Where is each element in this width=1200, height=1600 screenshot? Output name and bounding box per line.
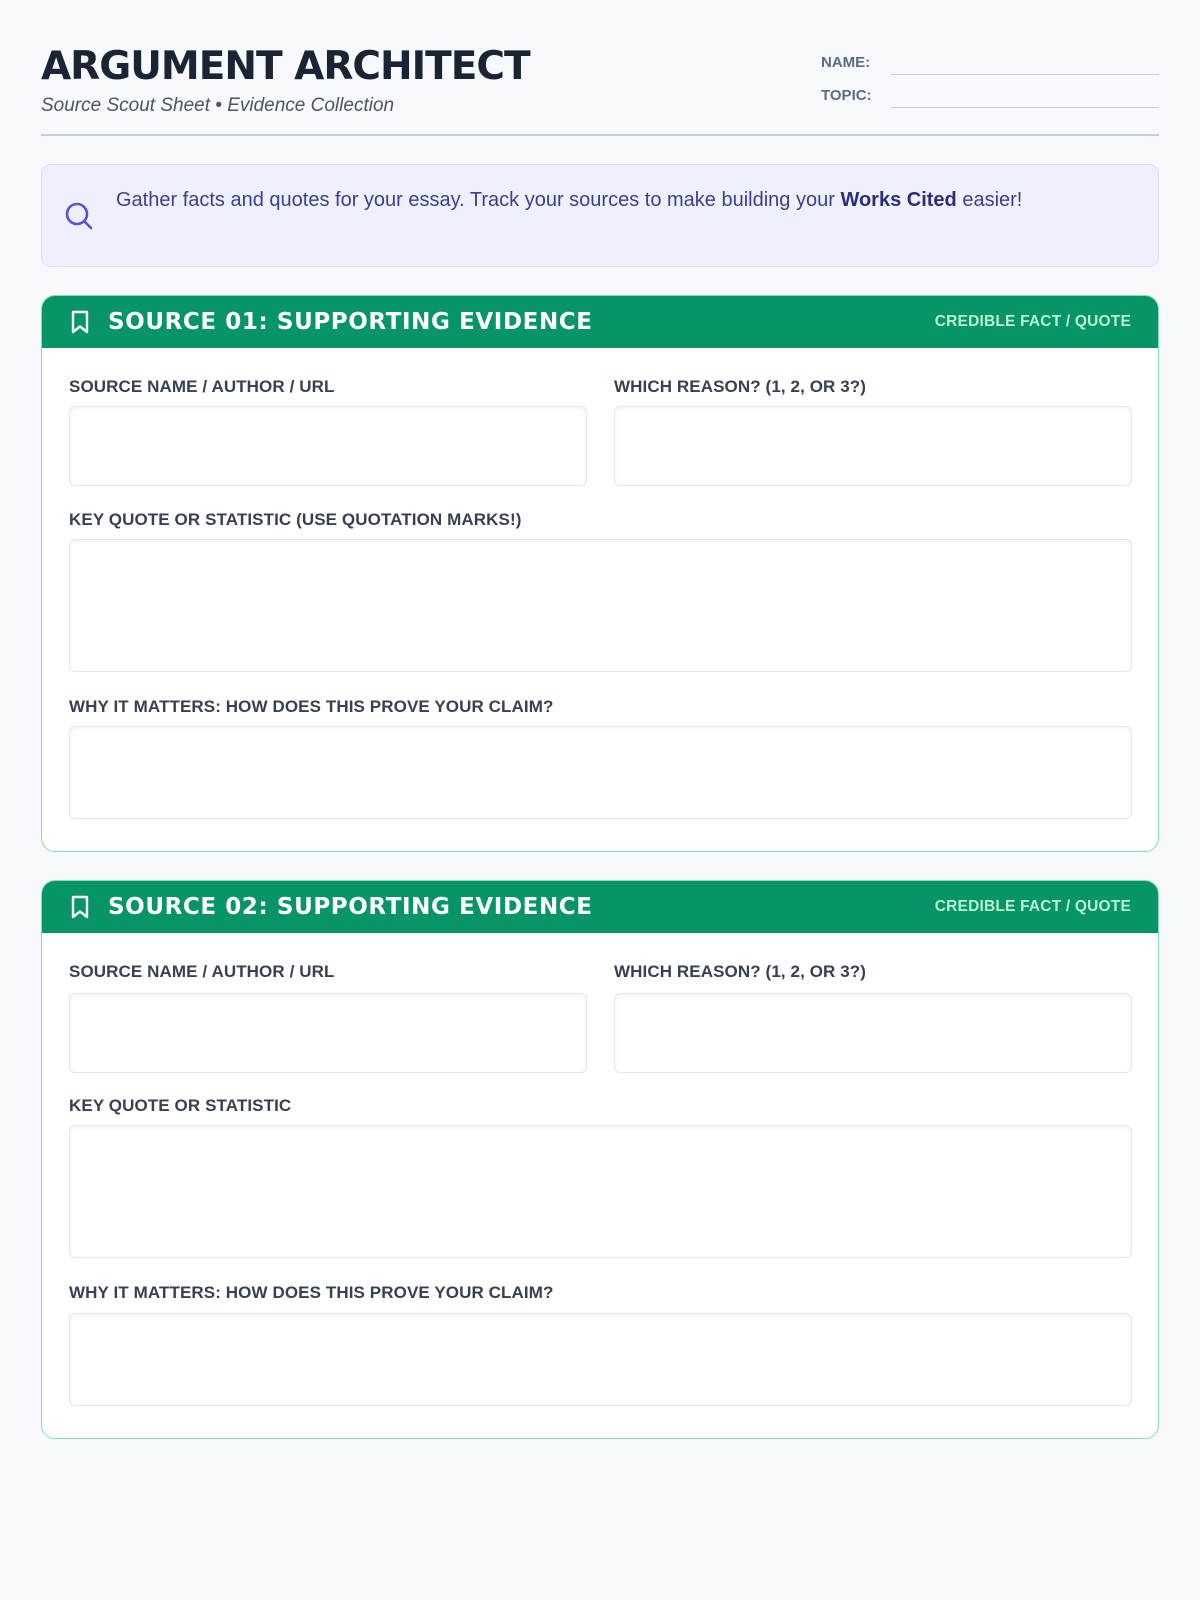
why-it-matters-label: WHY IT MATTERS: HOW DOES THIS PROVE YOUR CLAIM? <box>69 1283 554 1302</box>
source-name-input[interactable] <box>69 406 587 486</box>
search-icon <box>64 201 94 231</box>
worksheet-page <box>41 0 1159 1302</box>
why-it-matters-input[interactable] <box>69 726 1132 819</box>
source-name-label: SOURCE NAME / AUTHOR / URL <box>69 962 335 981</box>
page-header <box>41 0 1159 136</box>
topic-row <box>821 75 1159 108</box>
source-card-header <box>42 296 1158 348</box>
student-meta <box>821 42 1159 108</box>
page-title: ARGUMENT ARCHITECT <box>41 44 530 89</box>
bookmark-icon <box>70 309 92 335</box>
key-quote-input[interactable] <box>69 539 1132 672</box>
name-label: NAME: <box>821 54 871 71</box>
banner-text-after: easier! <box>956 189 1023 211</box>
topic-field[interactable] <box>891 84 1159 108</box>
key-quote-label: KEY QUOTE OR STATISTIC (USE QUOTATION MARKS!) <box>69 510 522 529</box>
why-it-matters-input[interactable] <box>69 1313 1132 1406</box>
key-quote-label: KEY QUOTE OR STATISTIC <box>69 1096 292 1115</box>
source-card-1 <box>41 295 1159 852</box>
reason-input[interactable] <box>614 406 1132 486</box>
reason-input[interactable] <box>614 993 1132 1073</box>
banner-message <box>116 185 1116 215</box>
source-name-label: SOURCE NAME / AUTHOR / URL <box>69 377 335 396</box>
source-name-input[interactable] <box>69 993 587 1073</box>
source-card-2 <box>41 880 1159 1439</box>
source-card-tag: CREDIBLE FACT / QUOTE <box>934 313 1131 330</box>
banner-text-before: Gather facts and quotes for your essay. Track your sources to make building your <box>116 189 841 211</box>
source-card-title: SOURCE 01: SUPPORTING EVIDENCE <box>108 309 593 335</box>
info-banner <box>41 164 1159 267</box>
reason-label: WHICH REASON? (1, 2, OR 3?) <box>614 962 867 981</box>
source-card-title: SOURCE 02: SUPPORTING EVIDENCE <box>108 894 593 920</box>
source-card-header <box>42 881 1158 933</box>
why-it-matters-label: WHY IT MATTERS: HOW DOES THIS PROVE YOUR CLAIM? <box>69 697 554 716</box>
topic-label: TOPIC: <box>821 87 872 104</box>
bookmark-icon <box>70 894 92 920</box>
source-card-tag: CREDIBLE FACT / QUOTE <box>934 898 1131 915</box>
name-row <box>821 42 1159 75</box>
reason-label: WHICH REASON? (1, 2, OR 3?) <box>614 377 867 396</box>
key-quote-input[interactable] <box>69 1125 1132 1258</box>
name-field[interactable] <box>891 51 1159 75</box>
banner-text-bold: Works Cited <box>840 189 957 211</box>
page-subtitle: Source Scout Sheet • Evidence Collection <box>41 95 395 116</box>
